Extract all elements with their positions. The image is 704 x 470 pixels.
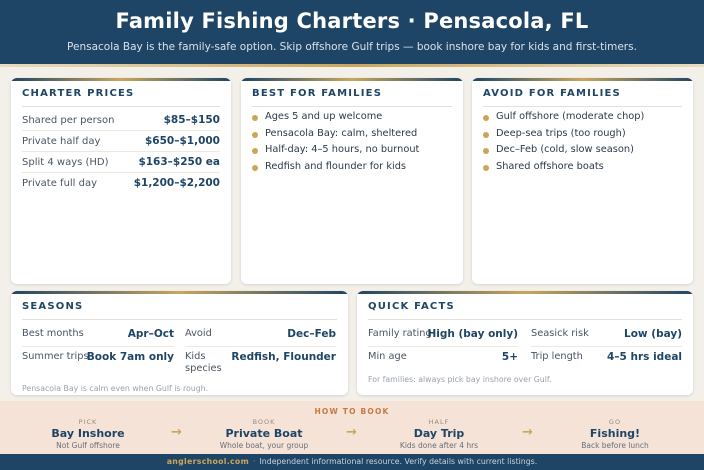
- card-accent-bar: [11, 291, 348, 294]
- field-label: Avoid: [185, 328, 212, 339]
- trip-length-field: [531, 351, 682, 365]
- step-go-fishing: [545, 418, 685, 450]
- seasick-risk-field: [531, 328, 682, 342]
- seasons-card: [11, 291, 348, 395]
- field-label: Summer trips: [22, 351, 89, 362]
- list-item-text: Dec–Feb (cold, slow season): [496, 144, 634, 155]
- list-item-text: Pensacola Bay: calm, sheltered: [265, 127, 418, 139]
- price-label: Shared per person: [22, 115, 115, 126]
- card-title-divider: [22, 319, 337, 320]
- page-title: Family Fishing Charters · Pensacola, FL: [115, 9, 589, 33]
- card-title-divider: [368, 319, 682, 320]
- avoid-months-field: [185, 328, 336, 342]
- min-age-field: [368, 351, 518, 365]
- header-divider: [0, 64, 704, 67]
- field-label: Best months: [22, 328, 84, 339]
- avoid-list: [483, 111, 685, 177]
- how-to-book-band: [0, 401, 704, 454]
- field-value: High (bay only): [427, 328, 518, 340]
- list-item: [252, 111, 455, 128]
- step-description: Kids done after 4 hrs: [399, 441, 479, 450]
- field-value: Dec–Feb: [287, 328, 336, 340]
- how-to-book-title: HOW TO BOOK: [314, 407, 390, 416]
- list-item: [483, 128, 685, 145]
- bullet-icon: [252, 148, 258, 154]
- footer-disclaimer: Independent informational resource. Verify details with current listings.: [259, 457, 538, 466]
- price-label: Private half day: [22, 136, 101, 147]
- card-accent-bar: [11, 78, 231, 81]
- row-divider: [368, 346, 518, 347]
- field-value: Apr–Oct: [127, 328, 174, 340]
- card-title: CHARTER PRICES: [22, 88, 135, 99]
- price-label: Private full day: [22, 178, 98, 189]
- price-row: [22, 152, 220, 173]
- card-title-divider: [252, 106, 452, 107]
- step-heading: Fishing!: [589, 427, 641, 440]
- card-title: BEST FOR FAMILIES: [252, 88, 383, 99]
- bullet-icon: [252, 132, 258, 138]
- arrow-right-icon: →: [171, 425, 182, 440]
- price-row: [22, 173, 220, 194]
- card-accent-bar: [241, 78, 463, 81]
- best-months-field: [22, 328, 174, 342]
- field-label: Kids species: [185, 351, 222, 374]
- field-label: Trip length: [531, 351, 583, 362]
- page-subtitle: Pensacola Bay is the family-safe option. Skip offshore Gulf trips — book inshore bay for kids and first-timers.: [67, 41, 637, 53]
- field-label: Min age: [368, 351, 407, 362]
- price-label: Split 4 ways (HD): [22, 157, 109, 168]
- footer-brand-link[interactable]: anglerschool.com: [166, 457, 250, 466]
- card-accent-bar: [357, 291, 693, 294]
- best-list: [252, 111, 455, 177]
- list-item-text: Gulf offshore (moderate chop): [496, 111, 645, 122]
- list-item-text: Deep-sea trips (too rough): [496, 127, 626, 139]
- price-row: [22, 110, 220, 131]
- field-value: Book 7am only: [86, 351, 174, 363]
- field-label: Seasick risk: [531, 328, 589, 339]
- bullet-icon: [483, 132, 489, 138]
- list-item: [483, 111, 685, 128]
- step-kicker: BOOK: [252, 418, 276, 426]
- page-footer: [0, 454, 704, 470]
- step-book-private-boat: [194, 418, 334, 450]
- bullet-icon: [483, 165, 489, 171]
- bullet-icon: [483, 115, 489, 121]
- step-pick-bay-inshore: [18, 418, 158, 450]
- avoid-for-families-card: [472, 78, 693, 284]
- field-value: Redfish, Flounder: [231, 351, 336, 363]
- list-item: [252, 144, 455, 161]
- quick-facts-note: For families: always pick bay inshore over Gulf.: [368, 375, 552, 384]
- seasons-note: Pensacola Bay is calm even when Gulf is rough.: [22, 384, 209, 393]
- row-divider: [531, 346, 682, 347]
- price-value: $85–$150: [163, 114, 220, 126]
- step-description: Whole boat, your group: [219, 441, 309, 450]
- kids-species-field: [185, 351, 336, 379]
- list-item: [483, 161, 685, 178]
- row-divider: [185, 346, 336, 347]
- list-item: [252, 128, 455, 145]
- family-rating-field: [368, 328, 518, 342]
- step-kicker: HALF: [428, 418, 450, 426]
- card-title: QUICK FACTS: [368, 301, 455, 312]
- quick-facts-card: [357, 291, 693, 395]
- price-row: [22, 131, 220, 152]
- step-heading: Private Boat: [225, 427, 303, 440]
- bullet-icon: [483, 148, 489, 154]
- field-label: Family rating: [368, 328, 432, 339]
- arrow-right-icon: →: [346, 425, 357, 440]
- price-value: $163–$250 ea: [138, 156, 220, 168]
- card-accent-bar: [472, 78, 693, 81]
- bullet-icon: [252, 165, 258, 171]
- footer-separator: ·: [253, 457, 256, 466]
- row-divider: [22, 346, 174, 347]
- step-heading: Bay Inshore: [51, 427, 125, 440]
- step-half-day-trip: [369, 418, 509, 450]
- card-title-divider: [22, 106, 220, 107]
- field-value: 4–5 hrs ideal: [607, 351, 682, 363]
- step-kicker: GO: [608, 418, 622, 426]
- list-item: [483, 144, 685, 161]
- card-title: SEASONS: [22, 301, 84, 312]
- step-heading: Day Trip: [413, 427, 465, 440]
- arrow-right-icon: →: [522, 425, 533, 440]
- summer-trips-field: [22, 351, 174, 365]
- card-title-divider: [483, 106, 682, 107]
- best-for-families-card: [241, 78, 463, 284]
- page-header: [0, 0, 704, 64]
- bullet-icon: [252, 115, 258, 121]
- step-description: Not Gulf offshore: [56, 441, 120, 450]
- list-item-text: Shared offshore boats: [496, 160, 604, 172]
- step-description: Back before lunch: [581, 441, 649, 450]
- field-value: Low (bay): [624, 328, 682, 340]
- list-item-text: Half-day: 4–5 hours, no burnout: [265, 144, 420, 155]
- list-item-text: Ages 5 and up welcome: [265, 111, 383, 122]
- charter-prices-card: [11, 78, 231, 284]
- price-value: $1,200–$2,200: [133, 177, 220, 189]
- price-value: $650–$1,000: [145, 135, 220, 147]
- step-kicker: PICK: [78, 418, 98, 426]
- card-title: AVOID FOR FAMILIES: [483, 88, 621, 99]
- list-item-text: Redfish and flounder for kids: [265, 160, 407, 172]
- field-value: 5+: [501, 351, 518, 363]
- list-item: [252, 161, 455, 178]
